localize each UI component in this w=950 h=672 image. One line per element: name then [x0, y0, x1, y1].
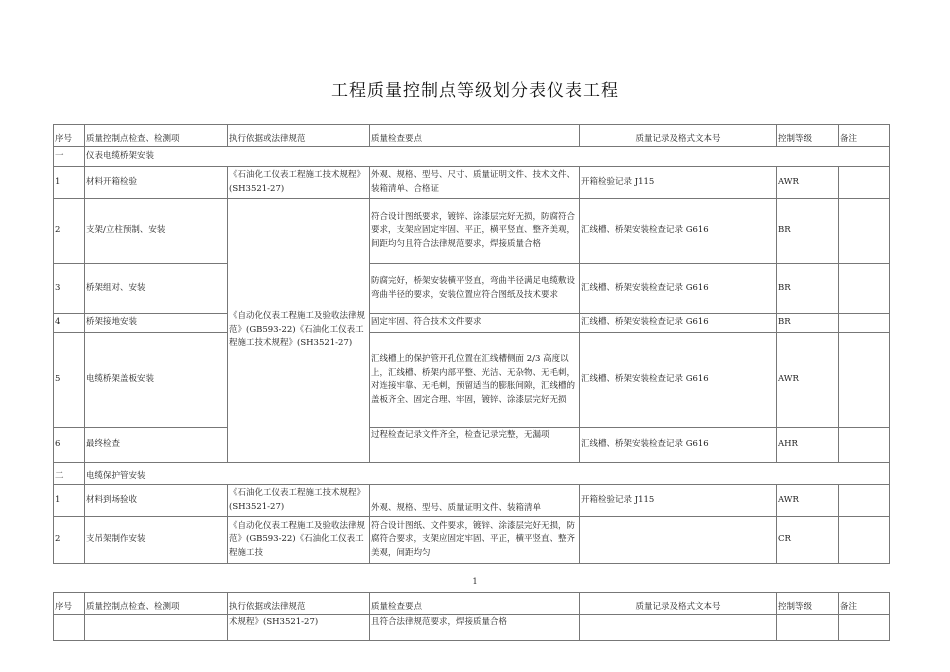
row-points: 过程检查记录文件齐全，检查记录完整，无漏项	[370, 428, 580, 463]
row-no	[54, 615, 85, 641]
row-item: 材料到场验收	[85, 485, 228, 517]
document-title: 工程质量控制点等级划分表仪表工程	[331, 81, 619, 101]
table-row	[54, 517, 890, 564]
header-points: 质量检查要点	[370, 125, 580, 147]
row-record: 汇线槽、桥架安装检查记录 G616	[580, 314, 777, 333]
row-note	[839, 615, 890, 641]
row-item: 材料开箱检验	[85, 167, 228, 199]
row-no: 2	[54, 517, 85, 564]
header-record: 质量记录及格式文本号	[580, 125, 777, 147]
row-item: 桥架组对、安装	[85, 264, 228, 314]
header-basis: 执行依据或法律规范	[228, 125, 370, 147]
table-row	[54, 199, 890, 264]
table-row	[54, 167, 890, 199]
table-row	[54, 333, 890, 428]
header-no: 序号	[54, 593, 85, 615]
section-row	[54, 463, 890, 485]
row-item: 支吊架制作安装	[85, 517, 228, 564]
header-level: 控制等级	[777, 125, 839, 147]
row-points: 符合设计图纸要求，镀锌、涂漆层完好无损，防腐符合要求，支架应固定牢固、平正，横平竖直、整齐美观，间距均匀且符合法律规范要求，焊接质量合格	[370, 199, 580, 264]
section-no: 二	[54, 463, 85, 485]
row-note	[839, 428, 890, 463]
row-basis: 《石油化工仪表工程施工技术规程》(SH3521-27)	[228, 167, 370, 199]
row-points: 防腐完好，桥架安装横平竖直，弯曲半径满足电缆敷设弯曲半径的要求，安装位置应符合图纸及技术要求	[370, 264, 580, 314]
table-row	[54, 428, 890, 463]
row-note	[839, 264, 890, 314]
row-points: 汇线槽上的保护管开孔位置在汇线槽侧面 2/3 高度以上，汇线槽、桥架内部平整、光洁、无杂物、无毛刺，对连接牢靠、无毛刺，预留适当的膨胀间隙，汇线槽的盖板齐全、固定合理、牢固，镀锌、涂漆层完好无损	[370, 333, 580, 428]
row-points: 固定牢固、符合技术文件要求	[370, 314, 580, 333]
row-item: 最终检查	[85, 428, 228, 463]
row-level: BR	[777, 264, 839, 314]
row-record: 开箱检验记录 J115	[580, 485, 777, 517]
row-item: 桥架接地安装	[85, 314, 228, 333]
row-basis-merged: 《自动化仪表工程施工及验收法律规范》(GB593-22)《石油化工仪表工程施工技术规程》(SH3521-27)	[228, 199, 370, 463]
row-points: 且符合法律规范要求，焊接质量合格	[370, 615, 580, 641]
header-level: 控制等级	[777, 593, 839, 615]
table-header-row	[54, 593, 890, 615]
row-level: BR	[777, 314, 839, 333]
quality-control-table-continued	[53, 592, 890, 641]
row-note	[839, 333, 890, 428]
row-no: 3	[54, 264, 85, 314]
table-row	[54, 615, 890, 641]
row-record	[580, 517, 777, 564]
row-level: AWR	[777, 333, 839, 428]
row-points: 外观、规格、型号、质量证明文件、装箱清单	[370, 485, 580, 517]
row-no: 1	[54, 485, 85, 517]
row-item: 电缆桥架盖板安装	[85, 333, 228, 428]
row-note	[839, 199, 890, 264]
header-note: 备注	[839, 593, 890, 615]
table-row	[54, 485, 890, 517]
row-note	[839, 167, 890, 199]
row-note	[839, 314, 890, 333]
header-item: 质量控制点检查、检测项	[85, 593, 228, 615]
header-record: 质量记录及格式文本号	[580, 593, 777, 615]
row-no: 6	[54, 428, 85, 463]
row-record: 汇线槽、桥架安装检查记录 G616	[580, 428, 777, 463]
row-no: 1	[54, 167, 85, 199]
row-points: 外观、规格、型号、尺寸、质量证明文件、技术文件、装箱清单、合格证	[370, 167, 580, 199]
row-level	[777, 615, 839, 641]
row-record: 汇线槽、桥架安装检查记录 G616	[580, 199, 777, 264]
row-record: 开箱检验记录 J115	[580, 167, 777, 199]
row-points: 符合设计图纸、文件要求，镀锌、涂漆层完好无损，防腐符合要求，支架应固定牢固、平正，横平竖直、整齐美观，间距均匀	[370, 517, 580, 564]
row-record	[580, 615, 777, 641]
table-header-row	[54, 125, 890, 147]
row-basis: 术规程》(SH3521-27)	[228, 615, 370, 641]
row-basis: 《自动化仪表工程施工及验收法律规范》(GB593-22)《石油化工仪表工程施工技	[228, 517, 370, 564]
table-row	[54, 264, 890, 314]
row-record: 汇线槽、桥架安装检查记录 G616	[580, 264, 777, 314]
header-basis: 执行依据或法律规范	[228, 593, 370, 615]
page-number: 1	[472, 577, 478, 586]
row-item: 支架/立柱预制、安装	[85, 199, 228, 264]
header-note: 备注	[839, 125, 890, 147]
section-row	[54, 147, 890, 167]
header-points: 质量检查要点	[370, 593, 580, 615]
row-note	[839, 517, 890, 564]
section-name: 仪表电缆桥架安装	[85, 147, 890, 167]
row-record: 汇线槽、桥架安装检查记录 G616	[580, 333, 777, 428]
row-level: AWR	[777, 485, 839, 517]
row-no: 4	[54, 314, 85, 333]
row-note	[839, 485, 890, 517]
row-level: AWR	[777, 167, 839, 199]
row-level: BR	[777, 199, 839, 264]
row-no: 2	[54, 199, 85, 264]
row-no: 5	[54, 333, 85, 428]
section-name: 电缆保护管安装	[85, 463, 890, 485]
row-basis: 《石油化工仪表工程施工技术规程》(SH3521-27)	[228, 485, 370, 517]
row-item	[85, 615, 228, 641]
quality-control-table	[53, 124, 890, 564]
header-item: 质量控制点检查、检测项	[85, 125, 228, 147]
section-no: 一	[54, 147, 85, 167]
table-row	[54, 314, 890, 333]
header-no: 序号	[54, 125, 85, 147]
row-level: CR	[777, 517, 839, 564]
row-level: AHR	[777, 428, 839, 463]
